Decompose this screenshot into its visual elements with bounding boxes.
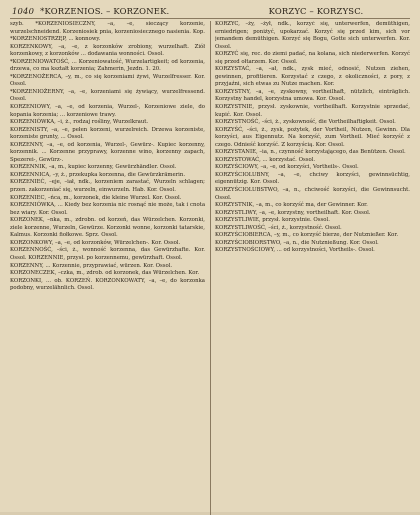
dictionary-entry: KORZYSTNY, –a, –e, zyskowny, vortheilhaft, nützlich, einträglich. Korzystny handel, korzystna umowa. Kor. Ossol.: [215, 88, 410, 103]
right-running-head: KORZYC – KORZYSC.: [268, 6, 364, 16]
dictionary-entry: KORZENIOWY, –a, –e, od korzenia, Wurzel-, Korzeniowe ziele, do kopania korzenia; ... korzeniowe trawy.: [10, 104, 205, 118]
dictionary-entry: szyb. *KORZENIOSIECZNY, –a, –e, sieczący korzenie, wurzelschneidend. Korzeniosiek pnia, korzeniosiecznego nasienia. Kop. *KORZENIOSTRZĘP, ... konnowy.: [10, 21, 205, 43]
dictionary-entry: KORZYSTAĆ, –a, –ał, ndk., zysk mieć, odnosić, Nutzen ziehen, gewinnen, profitieren. Korzystać z czego, z okoliczności, z pory, z przyjaźni, sich etwas zu Nutze machen. Kor.: [215, 66, 410, 88]
right-column: [215, 21, 410, 515]
dictionary-entry: KORZYSTLIWY, –a, –e, korzystny, vortheilhaft. Kor. Ossol.: [215, 209, 371, 216]
dictionary-entry: KORZYŚCIOWY, –a, –e, od korzyści, Vortheils-. Ossol.: [215, 164, 359, 171]
dictionary-entry: KORZYSTOWAĆ, ... korzystać. Ossol.: [215, 156, 316, 163]
dictionary-entry: KORZENIEĆ, –eje, –iał, ndk., korzeniem zarastać, Wurzeln schlagen; przen. zakorzeniać się, wurzeln, einwurzeln. Hab. Kor. Ossol.: [10, 179, 205, 194]
column-divider: [210, 21, 211, 515]
dictionary-entry: KORZYĆ, –ży, –żył, ndk., korzyć się, unterwerfen, demüthigen, erniedrigen; poniżyć, upokarzać. Korzyć się przed kim, sich vor jemandem demüthigen. Korzyć się Bogu, Gotte sich unterwerfen. Kor. Ossol.: [215, 21, 410, 50]
dictionary-entry: KORZYĆ się, rec. do ziemi padać, na kolana, sich niederwerfen. Korzyć się przed ołtarzem. Kor. Ossol.: [215, 51, 410, 65]
dictionary-entry: KORZENNIK, –a, m., kupiec korzenny, Gewürzhändler. Ossol.: [10, 164, 177, 171]
dictionary-entry: KORZYŚCIOLUBSTWO, –a, n., chciwość korzyści, die Gewinnsucht. Ossol.: [215, 187, 410, 201]
dictionary-entry: KORZYSTNIE, przysł. zyskownie, vortheilhaft. Korzystnie sprzedać, kupić. Kor. Ossol.: [215, 104, 410, 118]
dictionary-entry: KORZONKOWY, –a, –e, od korzonków, Würzelchen-. Kor. Ossol.: [10, 239, 181, 246]
left-column: [10, 21, 205, 515]
dictionary-entry: KORZYSTLIWIE, przysł. korzystnie. Ossol.: [215, 217, 330, 224]
dictionary-entry: KORZENISTY, –a, –e, pełen korzeni, wurzelreich. Drzewa korzeniste, korzeniste grunty, ... Ossol.: [10, 126, 205, 141]
dictionary-entry: KORZENIEC, –ńca, m., korzonek, die kleine Wurzel. Kor. Ossol.: [10, 194, 182, 201]
dictionary-entry: KORZYŚĆ, –ści, ż., zysk, pożytek, der Vortheil, Nutzen, Gewinn. Dla korzyści, aus Eigennutz. Na korzyść, zum Vortheil. Mieć korzyść z czego. Odnieść korzyść. Z korzyścią. Kor. Ossol.: [215, 126, 410, 148]
running-header: [10, 6, 410, 19]
dictionary-entry: KORZENNY, –a, –e, od korzenia, Wurzel-, Gewürz-. Kupiec korzenny, korzennik. ... Korzenne przyprawy, korzenne wino, korzenny zapach, Spezerei-, Gewürz-.: [10, 141, 205, 163]
dictionary-entry: KORZYŚCIOBIORSTWO, –a, n., die Nutznießung. Kor. Ossol.: [215, 239, 379, 246]
text-columns: [10, 21, 410, 515]
dictionary-entry: KORZYŚCIOLUBNY, –a, –e, chciwy korzyści, gewinnsüchtig, eigennützig. Kor. Ossol.: [215, 171, 410, 186]
dictionary-entry: KORZENNOŚĆ, –ści, ż., wonność korzenna, das Gewürzhafte. Kor. Ossol. KORZENNIE, przysł. po korzennemu, gewürzhaft. Ossol.: [10, 247, 205, 261]
dictionary-entry: KORZENNICA, –y, ż., przekupka korzenna, die Gewürzkrämerin.: [10, 171, 186, 178]
dictionary-entry: KORZONECZEK, –czka, m., zdrob. od korzonek, das Würzelchen. Kor.: [10, 270, 200, 277]
dictionary-entry: KORZYŚCIOBIERCA, –y, m., co korzyść bierze, der Nutznießer. Kor.: [215, 232, 399, 239]
dictionary-entry: KORZONKI, ... ob. KORZEŃ. KORZONKOWATY, –a, –e, do korzonka podobny, wurzelähnlich. Ossol.: [10, 277, 205, 292]
dictionary-entry: KORZYSTLIWOŚĆ, –ści, ż., korzystność. Ossol.: [215, 224, 342, 231]
dictionary-entry: KORZENNY, ... Korzennie, przyprawiać, würzen. Kor. Ossol.: [10, 262, 173, 269]
dictionary-entry: *KORZENIOŻERNY, –a, –e, korzeniami się żywiący, wurzelfressend. Ossol.: [10, 88, 205, 103]
dictionary-entry: KORZYSTNIK, –a, m., co korzyść ma, der Gewinner. Kor.: [215, 202, 368, 209]
dictionary-entry: *KORZENOŻERCA, –y, m., co się korzeniami żywi, Wurzelfresser. Kor. Ossol.: [10, 73, 205, 88]
dictionary-entry: KORZENKOWY, –a, –e, z korzonków zrobiony, wurzelhaft. Ziół korzenkowy, z korzonków ... dodawania wonności. Ossol.: [10, 43, 205, 58]
dictionary-entry: KORZONEK, –nka, m., zdrobn. od korzeń, das Würzelchen. Korzonki, ziele korzenne, Wurzeln, Gewürze. Korzonki wonne, korzonki tatarskie, Kalmus. Korzonki fiołkowe. Sprz. Ossol.: [10, 217, 205, 239]
dictionary-entry: KORZYSTNOŚĆ, –ści, ż., zyskowność, die Vortheilhaftigkeit. Ossol.: [215, 119, 396, 126]
dictionary-entry: *KORZENIOWATOŚĆ, ... Korzeniowatość, Wurzelartigkeit; od korzenia, drzewa, co ma kształt korzenia; Zahmerin, Jezdn. 1. 20.: [10, 58, 205, 73]
left-running-head: *KORZENIOS. – KORZONEK.: [40, 6, 170, 16]
dictionary-entry: KORZENIÓWKA, –i, ż., rodzaj rośliny, Wurzelkraut.: [10, 119, 149, 126]
dictionary-entry: KORZENIÓWKA, ... Kiedy bez korzenia nic rosnąć nie może, tak i cnota bez wiary. Kor. Ossol.: [10, 202, 205, 216]
dictionary-entry: KORZYSTANIE, –ia, n., czynność korzystającego, das Benützen. Ossol.: [215, 149, 406, 156]
dictionary-entry: KORZYSTNOŚCIOWY, ... od korzystności, Vortheils-. Ossol.: [215, 247, 375, 254]
page-number: 1040: [12, 6, 35, 16]
